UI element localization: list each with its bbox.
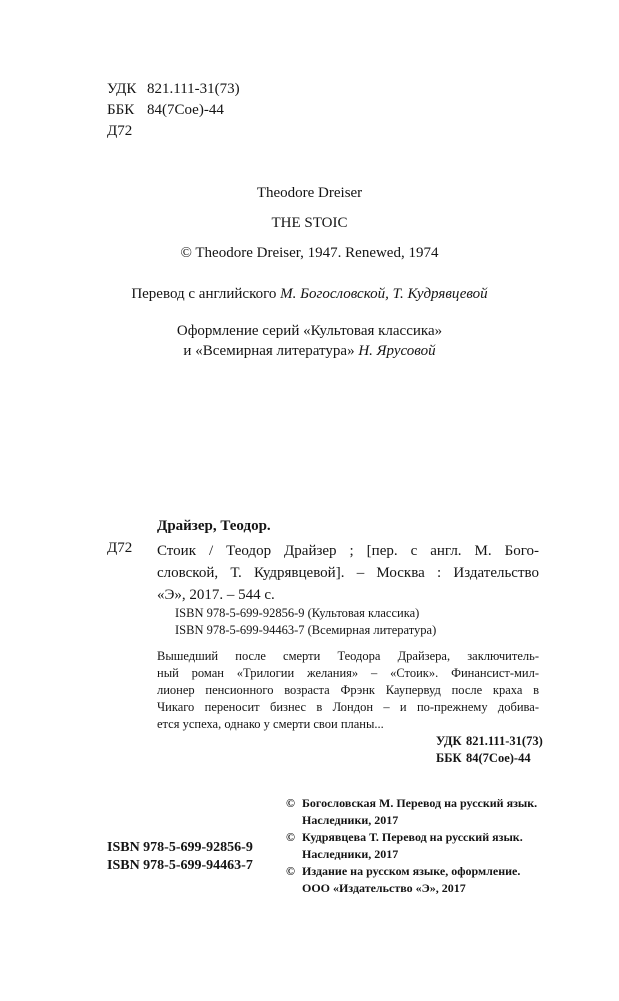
annotation-line-4: Чикаго переносит бизнес в Лондон – и по-прежнему добива-	[157, 700, 539, 714]
translation-prefix: Перевод с английского	[131, 286, 277, 302]
design-prefix: и «Всемирная литература»	[183, 343, 355, 359]
catalog-line-2: словской, Т. Кудрявцевой]. – Москва : Издательство	[157, 565, 539, 581]
bbk-line	[107, 100, 240, 121]
annotation-line-1: Вышедший после смерти Теодора Драйзера, заключитель-	[157, 649, 539, 663]
catalog-udk-value: 821.111-31(73)	[466, 734, 543, 748]
isbn-block	[107, 839, 253, 875]
annotation	[157, 648, 539, 733]
copyright-icon: ©	[286, 796, 295, 810]
catalog-isbns	[175, 605, 436, 639]
udk-value: 821.111-31(73)	[147, 81, 240, 97]
design-line-1: Оформление серий «Культовая классика»	[176, 323, 443, 339]
copyright-3-line-1: © Издание на русском языке, оформление.	[286, 864, 521, 878]
catalog-description	[157, 540, 539, 606]
copyright-3-line-2: ООО «Издательство «Э», 2017	[302, 881, 466, 895]
catalog-line-3: «Э», 2017. – 544 с.	[157, 587, 275, 603]
designer: Н. Ярусовой	[358, 343, 436, 359]
catalog-heading: Драйзер, Теодор.	[157, 518, 271, 534]
catalog-bbk	[436, 750, 543, 767]
catalog-isbn-2: ISBN 978-5-699-94463-7 (Всемирная литература)	[175, 623, 437, 637]
translation-credit	[0, 286, 619, 303]
catalog-isbn-1: ISBN 978-5-699-92856-9 (Культовая классика)	[175, 606, 420, 620]
catalog-udk	[436, 733, 543, 750]
catalog-classification	[436, 733, 543, 767]
annotation-line-3: лионер пенсионного возраста Фрэнк Каупервуд после краха в	[157, 683, 539, 697]
copyright-notices	[286, 795, 537, 897]
annotation-line-5: ется успеха, однако у смерти свои планы...	[157, 717, 384, 731]
annotation-line-2: ный роман «Трилогии желания» – «Стоик». Финансист-мил-	[157, 666, 539, 680]
translators: М. Богословской, Т. Кудрявцевой	[280, 286, 488, 302]
copyright-icon: ©	[286, 830, 295, 844]
copyright-icon: ©	[286, 864, 295, 878]
isbn-line-1: ISBN 978-5-699-92856-9	[107, 840, 253, 855]
top-classification	[107, 79, 240, 142]
design-line-2	[0, 343, 619, 360]
catalog-bbk-value: 84(7Сое)-44	[466, 751, 531, 765]
original-copyright: © Theodore Dreiser, 1947. Renewed, 1974	[180, 245, 439, 261]
catalog-udk-label: УДК	[436, 734, 462, 748]
copyright-1-line-2: Наследники, 2017	[302, 813, 399, 827]
copyright-2-line-1: © Кудрявцева Т. Перевод на русский язык.	[286, 830, 523, 844]
original-author: Theodore Dreiser	[256, 185, 363, 201]
classification-code: Д72	[107, 123, 133, 139]
original-title: THE STOIC	[271, 215, 348, 231]
catalog-code: Д72	[107, 540, 133, 556]
udk-label: УДК	[107, 81, 137, 97]
copyright-2-line-2: Наследники, 2017	[302, 847, 399, 861]
bbk-value: 84(7Сое)-44	[147, 102, 224, 118]
catalog-line-1: Стоик / Теодор Драйзер ; [пер. с англ. М. Бого-	[157, 543, 539, 559]
catalog-bbk-label: ББК	[436, 751, 462, 765]
bbk-label: ББК	[107, 102, 135, 118]
isbn-line-2: ISBN 978-5-699-94463-7	[107, 858, 253, 873]
copyright-1-line-1: © Богословская М. Перевод на русский язык.	[286, 796, 538, 810]
udk-line	[107, 79, 240, 100]
